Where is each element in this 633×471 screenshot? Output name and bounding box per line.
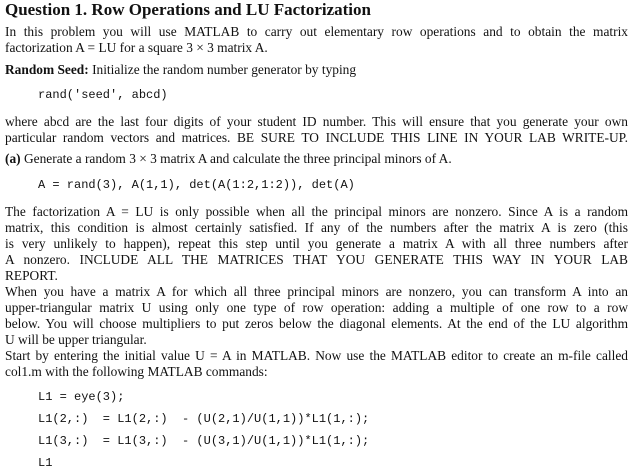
para1-line-1-text: The factorization A = LU is only possible when all the principal minors are nonzero. Since A is a random <box>5 204 628 219</box>
para2-line-2-text: upper-triangular matrix U using only one type of row operation: adding a multiple of one row to a row <box>5 300 628 315</box>
random-seed-paragraph <box>5 62 356 78</box>
intro-line-2-text: factorization A = LU for a square 3 × 3 matrix A. <box>5 40 268 55</box>
command-line-2 <box>38 411 369 427</box>
intro-line-1 <box>5 24 628 40</box>
para2-line-3 <box>5 316 628 332</box>
para1-line-5 <box>5 268 58 284</box>
seed-code-text: rand('seed', abcd) <box>38 88 168 102</box>
random-seed-label: Random Seed: <box>5 62 89 77</box>
seed-after-line-2-text: particular random vectors and matrices. BE SURE TO INCLUDE THIS LINE IN YOUR LAB WRITE-UP. <box>5 130 628 145</box>
seed-code <box>38 87 168 103</box>
para1-line-1 <box>5 204 628 220</box>
para2-line-3-text: below. You will choose multipliers to put zeros below the diagonal elements. At the end of the LU algorithm <box>5 316 628 331</box>
command-line-4-text: L1 <box>38 456 53 470</box>
command-line-4 <box>38 455 52 471</box>
para1-line-5-text: REPORT. <box>5 268 58 283</box>
command-line-1 <box>38 389 124 405</box>
seed-after-line-1 <box>5 114 628 130</box>
part-a-text: Generate a random 3 × 3 matrix A and calculate the three principal minors of A. <box>23 151 452 166</box>
seed-after-line-1-text: where abcd are the last four digits of your student ID number. This will ensure that you generate your own <box>5 114 628 129</box>
para1-line-3 <box>5 236 628 252</box>
command-line-3 <box>38 433 369 449</box>
para1-line-3-text: is very unlikely to happen), repeat this step until you generate a matrix A with all three numbers after <box>5 236 628 251</box>
seed-after-line-2 <box>5 130 628 146</box>
para3-line-1-text: Start by entering the initial value U = A in MATLAB. Now use the MATLAB editor to create an m-file called <box>5 348 628 363</box>
para2-line-4 <box>5 332 147 348</box>
para2-line-4-text: U will be upper triangular. <box>5 332 147 347</box>
intro-line-2 <box>5 40 268 56</box>
para1-line-2 <box>5 220 628 236</box>
random-seed-text: Initialize the random number generator by typing <box>92 62 357 77</box>
question-title-text: Question 1. Row Operations and LU Factorization <box>5 0 371 19</box>
command-line-2-text: L1(2,:) = L1(2,:) - (U(2,1)/U(1,1))*L1(1,:); <box>38 412 370 426</box>
part-a-code <box>38 177 355 193</box>
para1-line-4-text: A nonzero. INCLUDE ALL THE MATRICES THAT YOU GENERATE THIS WAY IN YOUR LAB <box>5 252 628 267</box>
para2-line-2 <box>5 300 628 316</box>
question-title <box>5 0 371 20</box>
part-a-paragraph <box>5 151 452 167</box>
para1-line-4 <box>5 252 628 268</box>
part-a-label: (a) <box>5 151 21 166</box>
para2-line-1 <box>5 284 628 300</box>
intro-line-1-text: In this problem you will use MATLAB to carry out elementary row operations and to obtain the matrix <box>5 24 628 39</box>
para3-line-2 <box>5 364 268 380</box>
para2-line-1-text: When you have a matrix A for which all three principal minors are nonzero, you can transform A into an <box>5 284 628 299</box>
para1-line-2-text: matrix, this condition is almost certainly satisfied. If any of the numbers after the matrix A is zero (this <box>5 220 628 235</box>
command-line-1-text: L1 = eye(3); <box>38 390 125 404</box>
para3-line-1 <box>5 348 628 364</box>
part-a-code-text: A = rand(3), A(1,1), det(A(1:2,1:2)), det(A) <box>38 178 355 192</box>
para3-line-2-text: col1.m with the following MATLAB commands: <box>5 364 268 379</box>
command-line-3-text: L1(3,:) = L1(3,:) - (U(3,1)/U(1,1))*L1(1,:); <box>38 434 370 448</box>
